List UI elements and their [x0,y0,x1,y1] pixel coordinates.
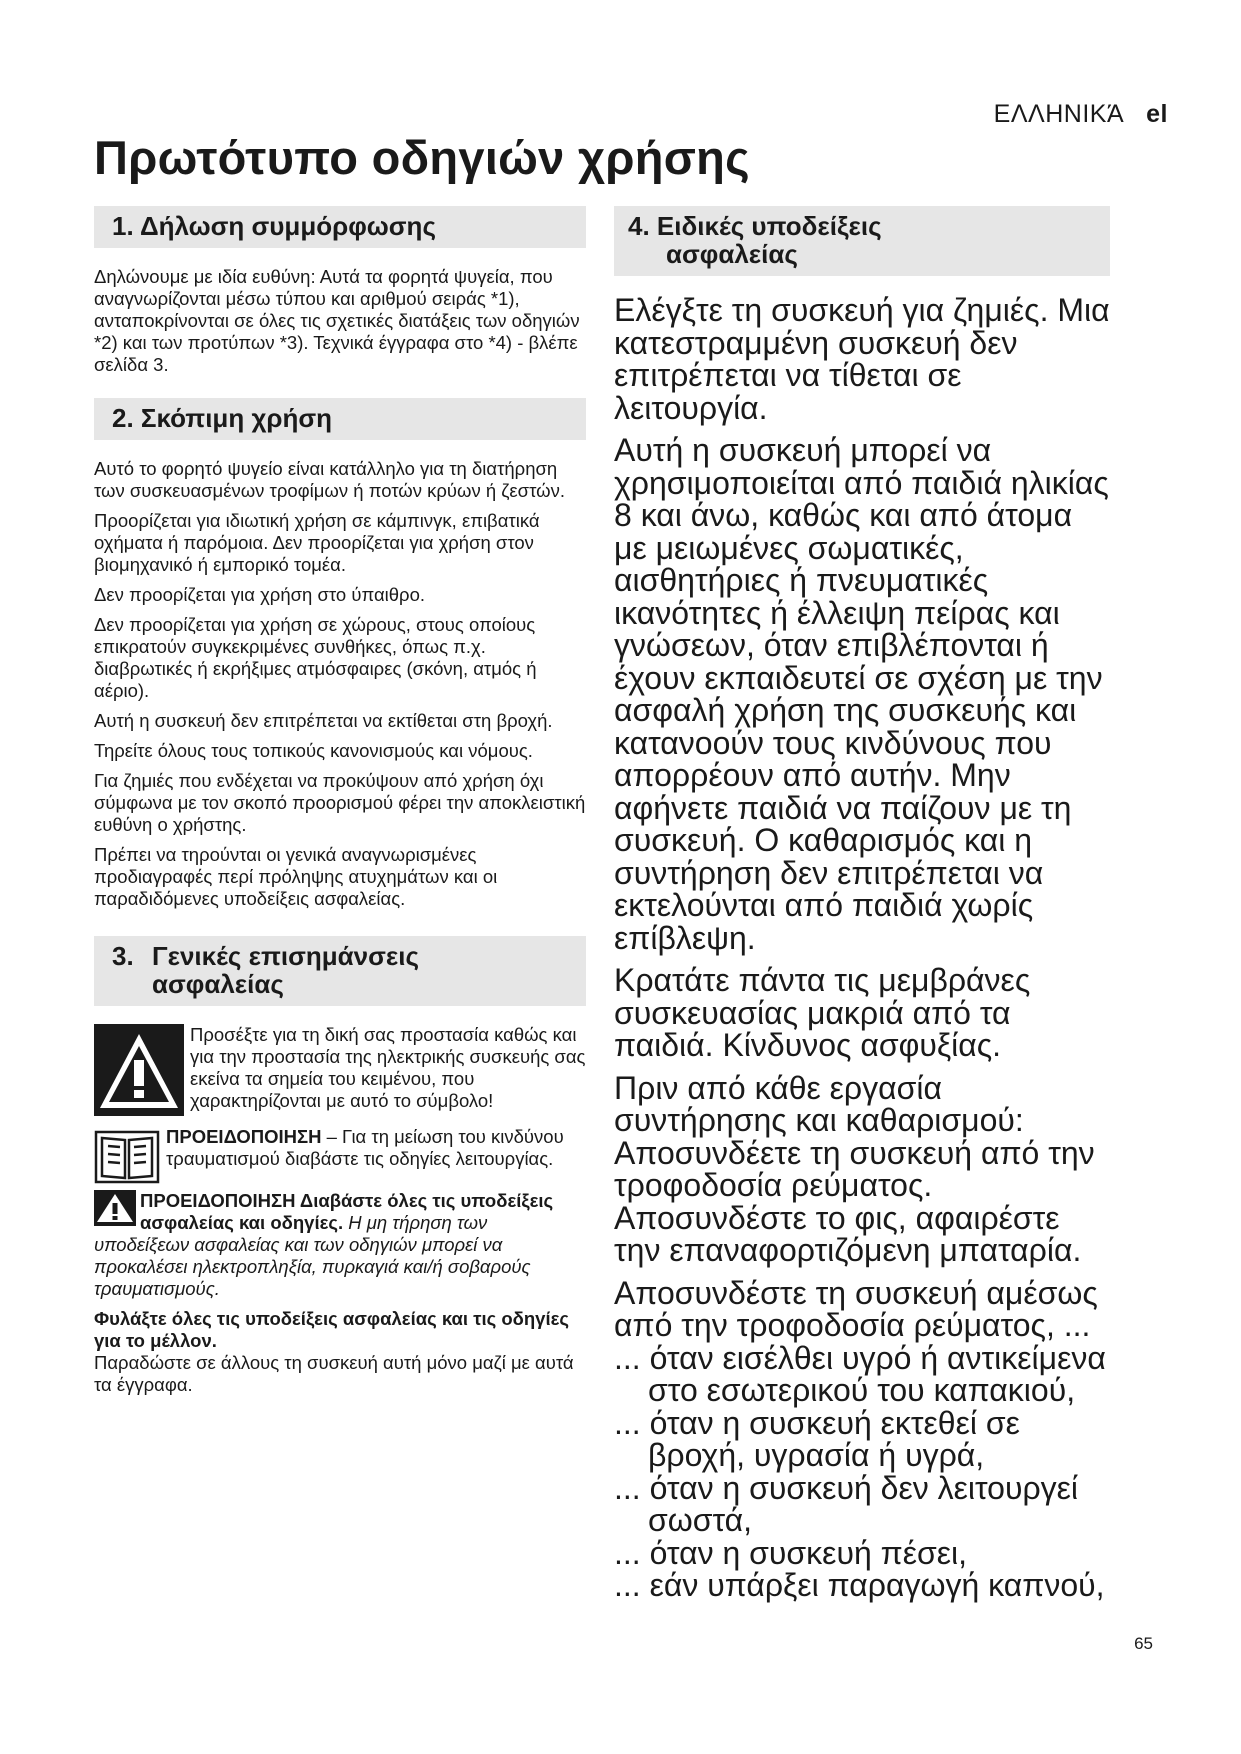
section-1-heading: 1. Δήλωση συμμόρφωσης [94,206,586,248]
warning-2-italic: Η μη τήρηση των υποδείξεων ασφαλείας και των οδηγιών μπορεί να προκαλέσει ηλεκτροπληξία, πυρκαγιά και/ή σοβαρούς τραυματισμούς. [94,1212,531,1299]
section-1-text: Δηλώνουμε με ιδία ευθύνη: Αυτά τα φορητά ψυγεία, που αναγνωρίζονται μέσω τύπου και αριθμού σειράς *1), ανταποκρίνονται σε όλες τις σχετικές διατάξεις των οδηγιών *2) και των προτύπων *3). Τεχνικά έγγραφα στο *4) - βλέπε σελίδα 3. [94,266,580,375]
page-number: 65 [1134,1634,1153,1653]
section-2-paragraph: Αυτή η συσκευή δεν επιτρέπεται να εκτίθεται στη βροχή. [94,710,553,731]
section-2-paragraph: Για ζημιές που ενδέχεται να προκύψουν από χρήση όχι σύμφωνα με τον σκοπό προορισμού φέρει την αποκλειστική ευθύνη ο χρήστης. [94,770,586,835]
warning-2-bold: ΠΡΟΕΙΔΟΠΟΙΗΣΗ Διαβάστε όλες τις υποδείξεις ασφαλείας και οδηγίες. [140,1190,554,1233]
section-3-heading [94,936,586,1006]
list-item: ... όταν η συσκευή εκτεθεί σε βροχή, υγρασία ή υγρά, [614,1404,1020,1473]
list-item: ... όταν η συσκευή δεν λειτουργεί σωστά, [614,1469,1079,1538]
section-4-heading-line1: 4. Ειδικές υποδείξεις [628,211,882,241]
read-manual-book-icon [94,1126,160,1186]
section-4-heading [614,206,1110,276]
section-4-paragraph: Αποσυνδέστε τη συσκευή αμέσως από την τροφοδοσία ρεύματος, ... [614,1274,1098,1343]
list-item: ... όταν η συσκευή πέσει, [614,1534,967,1571]
list-item: ... εάν υπάρξει παραγωγή καπνού, [614,1567,1105,1603]
section-4-paragraph: Πριν από κάθε εργασία συντήρησης και καθαρισμού: Αποσυνδέετε τη συσκευή από την τροφοδοσία ρεύματος. Αποσυνδέστε το φις, αφαιρέστε την επαναφορτιζόμενη μπαταρία. [614,1069,1095,1268]
keep-instructions-bold: Φυλάξτε όλες τις υποδείξεις ασφαλείας και τις οδηγίες για το μέλλον. [94,1308,570,1351]
right-column [614,206,1110,1602]
warning-1-label: ΠΡΟΕΙΔΟΠΟΙΗΣΗ [166,1126,322,1147]
left-column [94,206,586,1404]
warning-triangle-icon [94,1024,184,1116]
language-code: el [1146,100,1168,128]
section-2-paragraph: Δεν προορίζεται για χρήση σε χώρους, στους οποίους επικρατούν συγκεκριμένες συνθήκες, όπως π.χ. διαβρωτικές ή εκρήξιμες ατμόσφαιρες (σκόνη, ατμός ή αέριο). [94,614,537,701]
warning-1 [94,1126,586,1186]
section-2-paragraph: Πρέπει να τηρούνται οι γενικά αναγνωρισμένες προδιαγραφές περί πρόληψης ατυχημάτων και οι παραδιδόμενες υποδείξεις ασφαλείας. [94,844,498,909]
section-4-paragraph: Ελέγξτε τη συσκευή για ζημιές. Μια κατεστραμμένη συσκευή δεν επιτρέπεται να τίθεται σε λειτουργία. [614,292,1110,426]
language-label [994,100,1168,129]
keep-instructions-text: Παραδώστε σε άλλους τη συσκευή αυτή μόνο μαζί με αυτά τα έγγραφα. [94,1352,574,1395]
section-3-number: 3. [112,941,134,971]
section-2-paragraph: Αυτό το φορητό ψυγείο είναι κατάλληλο για τη διατήρηση των συσκευασμένων τροφίμων ή ποτών κρύων ή ζεστών. [94,458,565,501]
section-2-paragraph: Προορίζεται για ιδιωτική χρήση σε κάμπινγκ, επιβατικά οχήματα ή παρόμοια. Δεν προορίζεται για χρήση στον βιομηχανικό ή εμπορικό τομέα. [94,510,540,575]
section-2-paragraph: Τηρείτε όλους τους τοπικούς κανονισμούς και νόμους. [94,740,533,761]
symbol-note [94,1024,586,1120]
section-4-paragraph: Αυτή η συσκευή μπορεί να χρησιμοποιείται από παιδιά ηλικίας 8 και άνω, καθώς και από άτομα με μειωμένες σωματικές, αισθητήριες ή πνευματικές ικανότητες ή έλλειψη πείρας και γνώσεων, όταν επιβλέπονται ή έχουν εκπαιδευτεί σε σχέση με την ασφαλή χρήση της συσκευής και κατανοούν τους κινδύνους που απορρέουν από αυτήν. Μην αφήνετε παιδιά να παίζουν με τη συσκευή. Ο καθαρισμός και η συντήρηση δεν επιτρέπεται να εκτελούνται από παιδιά χωρίς επίβλεψη. [614,432,1109,956]
section-4-paragraph: Κρατάτε πάντα τις μεμβράνες συσκευασίας μακριά από τα παιδιά. Κίνδυνος ασφυξίας. [614,962,1031,1063]
language-name: ΕΛΛΗΝΙΚΆ [993,100,1125,128]
warning-2 [94,1190,586,1300]
section-3-heading-line1: Γενικές επισημάνσεις [152,941,419,971]
section-2-heading: 2. Σκόπιμη χρήση [94,398,586,440]
section-4-heading-line2: ασφαλείας [666,239,798,269]
page-title: Πρωτότυπο οδηγιών χρήσης [94,131,750,184]
warning-1-text: – Για τη μείωση του κινδύνου τραυματισμού διαβάστε τις οδηγίες λειτουργίας. [166,1126,564,1169]
symbol-note-text: Προσέξτε για τη δική σας προστασία καθώς και για την προστασία της ηλεκτρικής συσκευής σας εκείνα τα σημεία του κειμένου, που χαρακτηρίζονται με αυτό το σύμβολο! [190,1024,586,1111]
section-3-heading-line2: ασφαλείας [152,969,284,999]
list-item: ... όταν εισέλθει υγρό ή αντικείμενα στο εσωτερικού του καπακιού, [614,1339,1106,1408]
section-2-paragraph: Δεν προορίζεται για χρήση στο ύπαιθρο. [94,584,426,605]
warning-triangle-small-icon [94,1190,136,1226]
